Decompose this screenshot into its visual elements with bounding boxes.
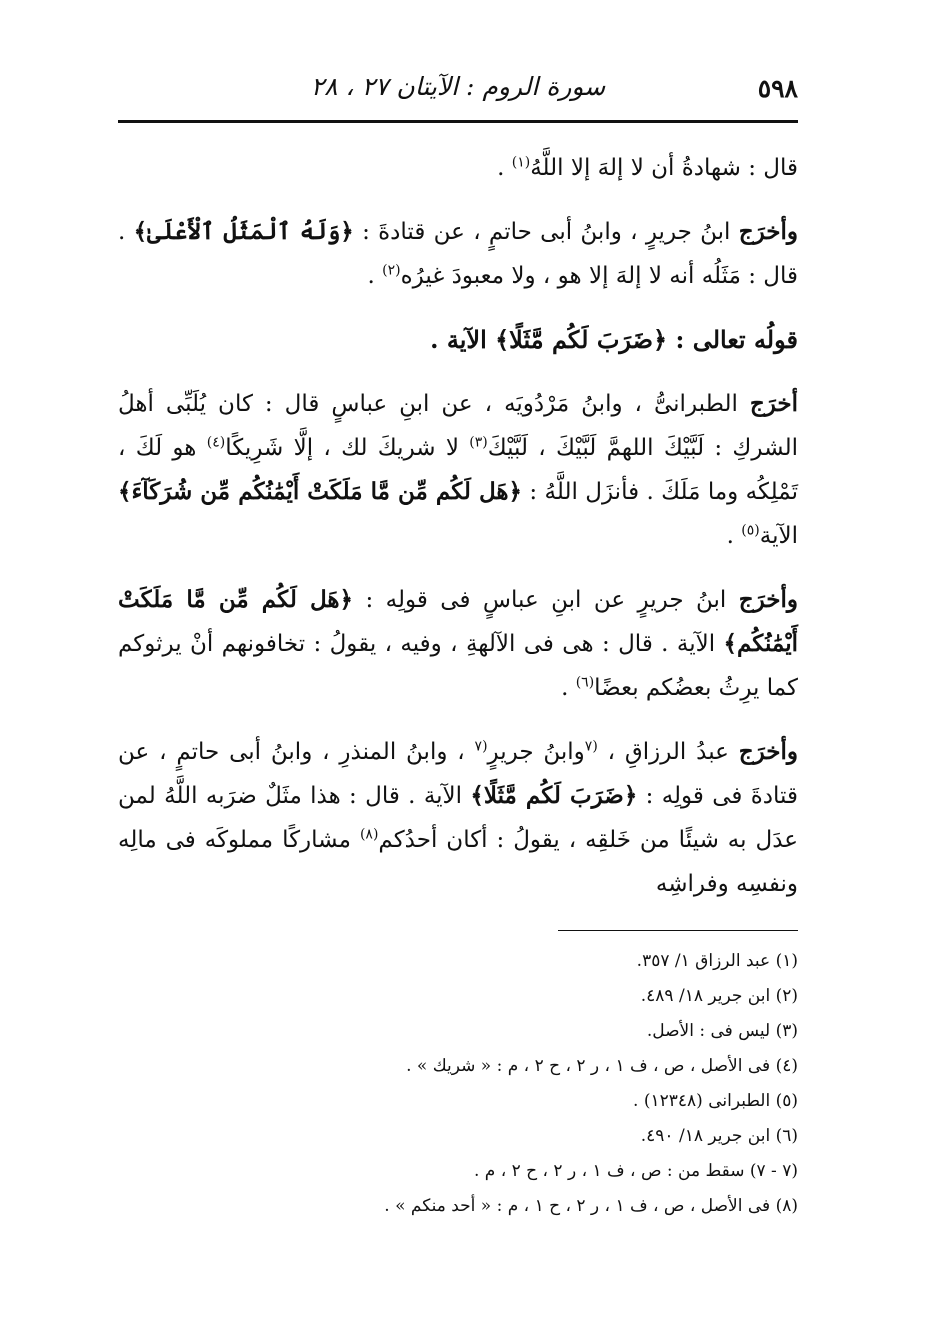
quran-verse: ﴿هَل لَكُم مِّن مَّا مَلَكَتْ أَيْمَٰنُكُم مِّن شُرَكَآءَ﴾	[118, 478, 523, 505]
footnote-marker: (٧	[584, 738, 598, 755]
footnote-marker: (٢)	[382, 262, 401, 279]
quran-verse: ﴿وَلَهُ ٱلْمَثَلُ ٱلْأَعْلَىٰ﴾	[133, 218, 354, 245]
paragraph: وأخرَج ابنُ جريرٍ عن ابنِ عباسٍ فى قولِه : ﴿هَل لَكُم مِّن مَّا مَلَكَتْ أَيْمَٰنُكُم﴾ الآية . قال : هى فى الآلهةِ ، وفيه ، يقولُ : تخافونهم أنْ يرثوكم كما يرِثُ بعضُكم بعضًا$^{(٦)}$ .	[118, 586, 798, 701]
paragraph: وأخرَج عبدُ الرزاقِ ، $^{(٧}$وابنُ جريرٍ$^{(٧}$ ، وابنُ المنذرِ ، وابنُ أبى حاتمٍ ، عن قتادةَ فى قولِه : ﴿ضَرَبَ لَكُم مَّثَلًا﴾ الآية . قال : هذا مثَلٌ ضرَبه اللَّهُ لمن عدَل به شيئًا من خَلقِه ، يقولُ : أكان أحدُكم$^{(٨)}$ مشاركًا مملوكَه فى مالِه ونفسِه وفراشِه	[118, 738, 798, 897]
footnote-marker: (٧	[474, 738, 488, 755]
paragraph: وأخرَج ابنُ جريرٍ ، وابنُ أبى حاتمٍ ، عن قتادةَ : ﴿وَلَهُ ٱلْمَثَلُ ٱلْأَعْلَىٰ﴾ . قال : مَثَلُه أنه لا إلهَ إلا هو ، ولا معبودَ غيرُه$^{(٢)}$ .	[118, 218, 799, 289]
footnote-marker: (٨)	[359, 826, 379, 843]
footnote-marker: (٤)	[206, 434, 226, 451]
paragraph: أخرَج الطبرانىُّ ، وابنُ مَرْدُويَه ، عن ابنِ عباسٍ قال : كان يُلَبِّى أهلُ الشركِ : لَبَّيْكَ اللهمَّ لَبَّيْكَ ، لَبَّيْكَ$^{(٣)}$ لا شريكَ لك ، إلَّا شَرِيكًا$^{(٤)}$ هو لَكَ ، تَمْلِكُه وما مَلَكَ . فأنزَل اللَّهُ : ﴿هَل لَكُم مِّن مَّا مَلَكَتْ أَيْمَٰنُكُم مِّن شُرَكَآءَ﴾ الآية$^{(٥)}$ .	[118, 390, 798, 549]
quran-verse: ﴿ضَرَبَ لَكُم مَّثَلًا﴾	[495, 325, 668, 354]
footnote: (٨) فى الأصل ، ص ، ف ١ ، ر ٢ ، ح ١ ، م : « أحد منكم » .	[384, 1196, 798, 1216]
main-text	[118, 146, 798, 926]
page-header	[118, 70, 798, 110]
footnote-marker: (٣)	[469, 434, 488, 451]
section-heading: قولُه تعالى : ﴿ضَرَبَ لَكُم مَّثَلًا﴾ الآية .	[430, 325, 798, 354]
footnote: (٧ - ٧) سقط من : ص ، ف ١ ، ر ٢ ، ح ٢ ، م .	[473, 1161, 798, 1181]
footnote: (٤) فى الأصل ، ص ، ف ١ ، ر ٢ ، ح ٢ ، م : « شريك » .	[406, 1056, 798, 1076]
quran-verse: ﴿هَل لَكُم مِّن مَّا مَلَكَتْ أَيْمَٰنُكُم﴾	[118, 586, 798, 657]
footnote: (٣) ليس فى : الأصل.	[646, 1021, 798, 1041]
footnote: (١) عبد الرزاق ١/ ٣٥٧.	[636, 951, 798, 971]
footnote: (٢) ابن جرير ١٨/ ٤٨٩.	[640, 986, 798, 1006]
paragraph: قال : شهادةُ أن لا إلهَ إلا اللَّهُ$^{(١)}$ .	[497, 154, 798, 181]
footnote-marker: (٦)	[575, 674, 595, 691]
page-number: ٥٩٨	[757, 74, 798, 103]
footnote: (٥) الطبرانى (١٢٣٤٨) .	[633, 1091, 798, 1111]
header-rule	[118, 120, 798, 123]
footnote-marker: (٥)	[741, 522, 760, 539]
footnote: (٦) ابن جرير ١٨/ ٤٩٠.	[640, 1126, 798, 1146]
running-title: سورة الروم : الآيتان ٢٧ ، ٢٨	[310, 72, 606, 101]
footnote-rule	[558, 930, 798, 931]
quran-verse: ﴿ضَرَبَ لَكُم مَّثَلًا﴾	[470, 782, 638, 809]
footnotes	[258, 944, 798, 1224]
footnote-marker: (١)	[511, 154, 531, 171]
